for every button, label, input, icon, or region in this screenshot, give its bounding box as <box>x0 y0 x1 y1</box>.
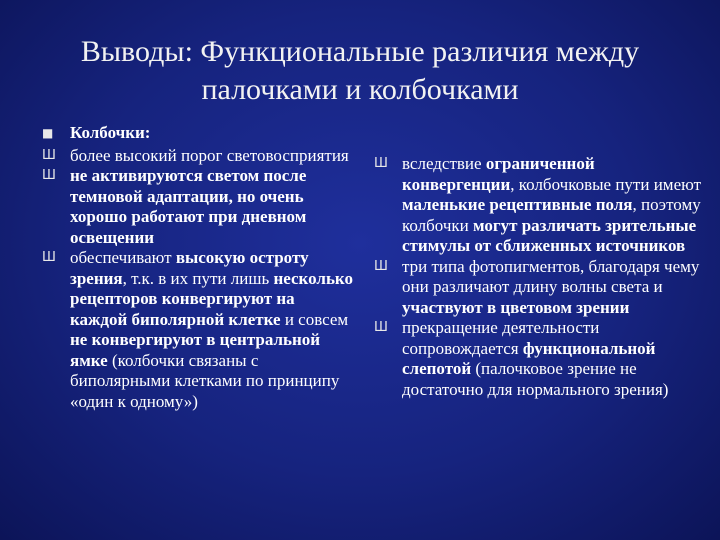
slide-title-line-1: Выводы: Функциональные различия между <box>80 35 640 68</box>
left-item-dark-adaptation-text: не активируются светом после темновой адаптации, но очень хорошо работают при дневном освещении <box>70 166 307 247</box>
left-item-acuity-text-2: высокую остроту зрения <box>70 248 309 288</box>
right-item-convergence-text-4: маленькие рецептивные поля <box>402 195 633 214</box>
left-item-acuity <box>42 248 354 412</box>
sh-bullet-icon: Ш <box>42 250 56 265</box>
right-item-convergence-text-2: ограниченной конвергенции <box>402 154 595 194</box>
left-item-acuity-text-3: , т.к. в их пути лишь <box>122 268 274 288</box>
right-item-blindness <box>374 318 704 400</box>
right-item-blindness-text-3: (палочковое зрение не достаточно для нормального зрения) <box>402 359 669 399</box>
sh-bullet-icon: Ш <box>374 320 388 335</box>
right-item-convergence-text-6: могут различать зрительные стимулы от сближенных источников <box>402 215 697 255</box>
right-item-convergence <box>374 154 704 257</box>
left-item-dark-adaptation <box>42 166 354 248</box>
square-bullet-icon: ■ <box>42 126 54 140</box>
right-item-convergence-text-5: , поэтому колбочки <box>402 195 701 235</box>
left-item-acuity-text-5: и совсем <box>280 309 349 329</box>
cones-heading: Колбочки: <box>70 123 151 142</box>
left-item-threshold-text: более высокий порог световосприятия <box>70 145 349 165</box>
right-item-blindness-text-1: прекращение деятельности сопровождается <box>402 318 600 358</box>
right-item-convergence-text-1: вследствие <box>402 154 486 173</box>
left-item-acuity-text-6: не конвергируют в центральной ямке <box>70 330 321 370</box>
left-item-acuity-text-7: (колбочки связаны с биполярными клетками по принципу «один к одному») <box>70 350 340 411</box>
sh-bullet-icon: Ш <box>374 156 388 171</box>
right-item-photopigments-text-2: участвуют в цветовом зрении <box>402 297 630 317</box>
cones-heading-item <box>42 123 354 144</box>
left-item-threshold <box>42 146 354 167</box>
sh-bullet-icon: Ш <box>42 168 56 183</box>
slide-title <box>0 33 720 109</box>
right-item-photopigments-text-1: три типа фотопигментов, благодаря чему они различают длину волны света и <box>402 256 700 296</box>
sh-bullet-icon: Ш <box>374 258 388 274</box>
left-item-acuity-text-4: несколько рецепторов конвергируют на каждой биполярной клетке <box>70 268 354 329</box>
right-column <box>374 154 704 400</box>
left-item-acuity-text-1: обеспечивают <box>70 248 176 267</box>
sh-bullet-icon: Ш <box>42 147 56 163</box>
right-item-photopigments <box>374 257 704 319</box>
right-item-blindness-text-2: функциональной слепотой <box>402 338 656 378</box>
right-item-convergence-text-3: , колбочковые пути имеют <box>510 174 702 194</box>
left-column <box>42 123 354 412</box>
slide-title-line-2: палочками и колбочками <box>201 73 519 106</box>
